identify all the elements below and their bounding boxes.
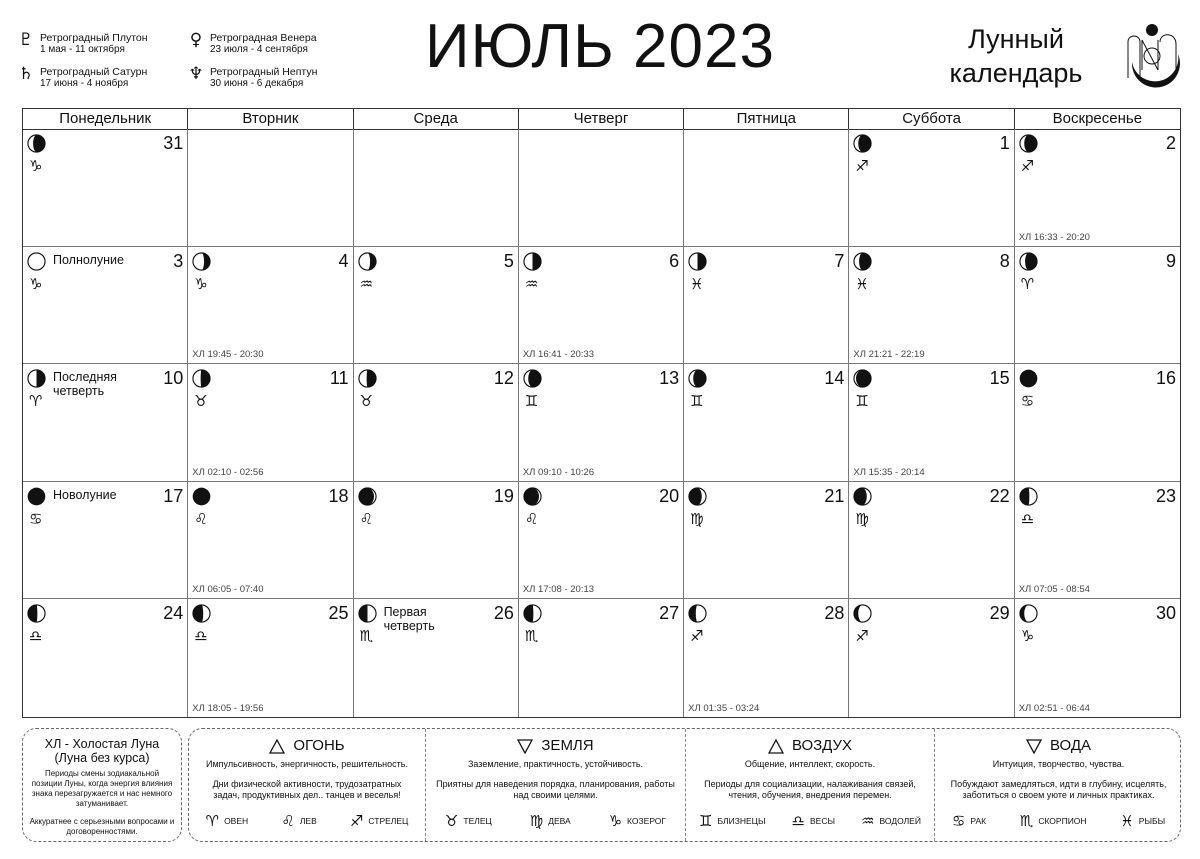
day-number: 22 (989, 485, 1010, 506)
moon-phase-icon (192, 369, 211, 388)
triangle-up-icon (269, 739, 285, 754)
day-number: 7 (834, 250, 845, 271)
moon-phase-icon (1019, 134, 1038, 153)
zodiac-sign-icon: ♎ (194, 627, 208, 646)
void-moon-period: ХЛ 02:51 - 06:44 (1018, 702, 1090, 714)
zodiac-sign-icon: ♈ (1020, 274, 1035, 293)
day-cell (1015, 364, 1180, 482)
element-name: ВОДА (1049, 737, 1091, 754)
element-signs (189, 813, 425, 829)
day-cell (188, 364, 353, 482)
zodiac-sign-icon: ♓ (1120, 812, 1134, 830)
weekday-header (22, 108, 1181, 130)
day-cell (23, 482, 188, 600)
zodiac-sign-icon: ♋ (951, 812, 966, 830)
day-number: 26 (493, 603, 514, 624)
moon-phase-label: Первая четверть (383, 605, 435, 634)
weekday-label: Пятница (684, 109, 849, 129)
day-cell (1015, 247, 1180, 365)
zodiac-sign-icon: ♌ (359, 509, 374, 528)
retrograde-dates: 23 июля - 4 сентября (210, 44, 308, 55)
moon-phase-icon (523, 604, 542, 623)
moon-phase-icon (27, 252, 46, 271)
empty-day-cell (684, 129, 849, 247)
day-cell (849, 482, 1014, 600)
day-number: 1 (999, 133, 1010, 153)
zodiac-sign-name: ЛЕВ (299, 816, 317, 826)
moon-phase-icon (853, 252, 872, 271)
zodiac-sign-name: РАК (970, 816, 987, 826)
moon-phase-label: Последняя четверть (53, 370, 117, 399)
zodiac-sign-icon: ♍ (690, 509, 704, 528)
moon-phase-icon (192, 487, 211, 506)
zodiac-sign-icon: ♍ (855, 509, 869, 528)
subtitle-line: Лунный (968, 24, 1064, 54)
zodiac-sign-icon: ♍ (529, 812, 544, 830)
element-description: Дни физической активности, трудозатратных задач, продуктивных дел.. танцев и веселья! (212, 779, 402, 800)
zodiac-sign-icon: ♈ (29, 392, 43, 411)
weekday-label: Воскресенье (1052, 110, 1143, 127)
zodiac-sign-icon: ♉ (444, 812, 459, 830)
day-cell (188, 247, 353, 365)
zodiac-sign (1020, 813, 1087, 829)
moon-phase-icon (853, 134, 872, 153)
zodiac-sign-icon: ♓ (855, 274, 869, 293)
day-number: 30 (1155, 603, 1176, 624)
element-header (935, 737, 1182, 755)
retrograde-dates: 30 июня - 6 декабря (210, 78, 304, 89)
footer-legend (22, 728, 1181, 845)
zodiac-sign (792, 813, 835, 829)
moon-phase-label: Полнолуние (53, 252, 124, 267)
element-description: Побуждают замедляться, идти в глубину, исцелять, заботиться о своем уюте и личных практиках. (950, 779, 1167, 800)
retrograde-neptune (188, 66, 317, 90)
moon-phase-icon (192, 252, 211, 271)
retrograde-dates: 17 июня - 4 ноября (40, 78, 129, 89)
moon-phase-icon (688, 369, 707, 388)
zodiac-sign-icon: ♐ (855, 157, 869, 175)
zodiac-sign-icon: ♈ (205, 812, 220, 830)
zodiac-sign-icon: ♑ (29, 274, 43, 293)
zodiac-sign-name: КОЗЕРОГ (627, 816, 667, 826)
zodiac-sign-name: РЫБЫ (1138, 816, 1166, 826)
day-number: 20 (659, 485, 680, 506)
calendar-grid (22, 108, 1181, 718)
moon-phase-icon (27, 604, 46, 623)
venus-icon: ♀ (189, 30, 203, 50)
retrograde-pluto (18, 32, 148, 56)
zodiac-sign (445, 813, 492, 829)
void-moon-legend (22, 728, 182, 842)
zodiac-sign-icon: ♓ (690, 274, 704, 293)
moon-phase-icon (1019, 604, 1038, 623)
day-cell (188, 482, 353, 600)
day-cell (1015, 599, 1180, 717)
moon-phase-icon (523, 252, 542, 271)
day-number: 21 (824, 485, 845, 506)
zodiac-sign-icon: ♐ (1020, 157, 1035, 175)
empty-day-cell (519, 129, 684, 247)
day-number: 27 (659, 603, 680, 624)
day-cell (354, 364, 519, 482)
day-cell (519, 599, 684, 717)
void-moon-period: ХЛ 15:35 - 20:14 (853, 466, 925, 478)
element-signs (935, 813, 1182, 829)
zodiac-sign-name: ВОДОЛЕЙ (879, 816, 921, 826)
day-cell (354, 482, 519, 600)
moon-phase-icon (688, 604, 707, 623)
zodiac-sign-icon: ♋ (29, 509, 43, 528)
day-cell (519, 247, 684, 365)
day-number: 11 (329, 368, 349, 389)
element-description: Периоды для социализации, налаживания связей, чтения, обучения, внедрения перемен. (704, 779, 916, 800)
pluto-icon: ♇ (18, 30, 34, 50)
zodiac-sign-name: ВЕСЫ (810, 816, 836, 826)
moon-phase-icon (1019, 369, 1038, 388)
zodiac-sign-icon: ♌ (524, 509, 539, 528)
legend-subtitle: (Луна без курса) (54, 751, 150, 765)
zodiac-sign-icon: ♑ (608, 812, 623, 830)
moon-phase-icon (358, 487, 377, 506)
element-name: ЗЕМЛЯ (541, 737, 594, 754)
void-moon-period: ХЛ 16:41 - 20:33 (522, 349, 595, 361)
element-keywords: Заземление, практичность, устойчивость. (467, 759, 644, 769)
zodiac-sign-icon: ♒ (524, 274, 539, 293)
element-keywords: Импульсивность, энергичность, решительность. (206, 759, 408, 769)
zodiac-sign-icon: ♌ (281, 812, 295, 830)
saturn-icon: ♄ (18, 64, 34, 84)
zodiac-sign-icon: ♎ (1020, 509, 1035, 528)
day-cell (519, 482, 684, 600)
zodiac-sign (281, 813, 316, 829)
zodiac-sign-name: СКОРПИОН (1038, 816, 1087, 826)
day-number: 5 (503, 250, 514, 271)
element-name: ВОЗДУХ (791, 737, 853, 754)
weekday-label: Суббота (849, 109, 1014, 129)
moon-phase-icon (1019, 252, 1038, 271)
zodiac-sign-icon: ♑ (194, 274, 208, 293)
moon-phase-icon (523, 487, 542, 506)
void-moon-period: ХЛ 06:05 - 07:40 (192, 584, 264, 596)
zodiac-sign-icon: ♒ (359, 274, 374, 293)
zodiac-sign (350, 813, 408, 829)
zodiac-sign (206, 813, 249, 829)
moon-phase-icon (358, 252, 377, 271)
day-number: 2 (1165, 133, 1176, 153)
neptune-icon: ♆ (188, 64, 204, 84)
day-number: 16 (1155, 368, 1176, 389)
moon-phase-icon (688, 487, 707, 506)
triangle-down-icon (517, 739, 533, 754)
void-moon-period: ХЛ 07:05 - 08:54 (1018, 584, 1090, 596)
moon-phase-icon (523, 369, 542, 388)
void-moon-period: ХЛ 01:35 - 03:24 (688, 702, 760, 714)
element-name: ОГОНЬ (293, 737, 345, 754)
day-cell (1015, 482, 1180, 600)
zodiac-sign-icon: ♋ (1020, 392, 1035, 411)
day-number: 15 (989, 368, 1010, 389)
void-moon-period: ХЛ 17:08 - 20:13 (522, 584, 595, 596)
day-number: 13 (659, 368, 680, 389)
zodiac-sign-icon: ♎ (791, 812, 805, 830)
zodiac-sign-icon: ♐ (690, 627, 704, 646)
moon-phase-icon (853, 369, 872, 388)
legend-title: ХЛ - Холостая Луна (44, 737, 160, 751)
day-cell (684, 247, 849, 365)
elements-panel (188, 728, 1181, 842)
retrograde-title: Ретроградный Плутон (40, 32, 148, 44)
retrograde-venus (188, 32, 317, 56)
zodiac-sign-name: БЛИЗНЕЦЫ (717, 816, 766, 826)
void-moon-period: ХЛ 18:05 - 19:56 (192, 702, 264, 714)
retrograde-title: Ретроградный Сатурн (40, 66, 148, 78)
zodiac-sign-icon: ♊ (690, 392, 704, 411)
zodiac-sign-name: ДЕВА (548, 816, 571, 826)
element-header (189, 737, 425, 755)
moon-logo-icon (1118, 20, 1182, 96)
weekday-label: Понедельник (23, 109, 188, 129)
zodiac-sign-icon: ♏ (359, 627, 374, 646)
zodiac-sign-icon: ♊ (524, 392, 539, 411)
element-keywords: Общение, интеллект, скорость. (744, 759, 876, 769)
element-signs (686, 813, 934, 829)
element-signs (426, 813, 685, 829)
days-grid (22, 129, 1181, 718)
legend-note: Аккуратнее с серьезными вопросами и договоренностями. (29, 817, 175, 836)
zodiac-sign-icon: ♐ (855, 627, 869, 646)
day-cell (684, 364, 849, 482)
triangle-down-icon (1026, 739, 1042, 754)
day-cell (849, 129, 1014, 247)
weekday-label: Вторник (188, 109, 353, 129)
day-number: 29 (989, 603, 1010, 624)
element-section (189, 729, 426, 841)
day-cell (354, 247, 519, 365)
moon-phase-icon (27, 369, 46, 388)
zodiac-sign-icon: ♌ (194, 509, 208, 528)
zodiac-sign-icon: ♐ (349, 812, 364, 830)
day-number: 4 (338, 250, 349, 271)
element-section (426, 729, 686, 841)
day-cell (519, 364, 684, 482)
element-section (935, 729, 1182, 841)
day-number: 8 (999, 250, 1010, 271)
moon-phase-label: Новолуние (53, 487, 117, 502)
moon-phase-icon (27, 487, 46, 506)
day-cell (849, 599, 1014, 717)
empty-day-cell (354, 129, 519, 247)
legend-description: Периоды смены зодиакальной позиции Луны, когда энергия влияния знака перезагружается и нас немного затуманивает. (31, 769, 173, 808)
zodiac-sign-icon: ♑ (1020, 627, 1035, 646)
zodiac-sign (952, 813, 986, 829)
day-cell (684, 482, 849, 600)
void-moon-period: ХЛ 21:21 - 22:19 (853, 349, 925, 361)
day-number: 12 (493, 368, 514, 389)
moon-phase-icon (853, 604, 872, 623)
void-moon-period: ХЛ 19:45 - 20:30 (192, 349, 264, 361)
element-description: Приятны для наведения порядка, планирования, работы над своими целями. (436, 779, 675, 800)
day-number: 24 (163, 603, 184, 624)
day-cell (23, 247, 188, 365)
day-cell (188, 599, 353, 717)
zodiac-sign-name: ОВЕН (224, 816, 249, 826)
zodiac-sign (530, 813, 571, 829)
element-header (686, 737, 934, 755)
day-cell (849, 364, 1014, 482)
day-cell (23, 599, 188, 717)
zodiac-sign-icon: ♑ (29, 157, 43, 175)
weekday-label: Среда (354, 109, 519, 129)
zodiac-sign (699, 813, 765, 829)
moon-phase-icon (358, 369, 377, 388)
zodiac-sign-icon: ♒ (861, 812, 875, 830)
zodiac-sign-icon: ♉ (194, 392, 208, 411)
day-number: 17 (163, 485, 184, 506)
moon-phase-icon (27, 134, 46, 153)
day-cell (23, 364, 188, 482)
zodiac-sign (861, 813, 921, 829)
moon-phase-icon (1019, 487, 1038, 506)
day-cell (1015, 129, 1180, 247)
zodiac-sign-icon: ♉ (359, 392, 374, 411)
element-keywords: Интуиция, творчество, чувства. (992, 759, 1125, 769)
moon-phase-icon (688, 252, 707, 271)
day-number: 3 (173, 250, 184, 271)
retrograde-saturn (18, 66, 147, 90)
day-cell (23, 129, 188, 247)
zodiac-sign-name: ТЕЛЕЦ (463, 816, 492, 826)
retrograde-dates: 1 мая - 11 октября (40, 44, 125, 55)
zodiac-sign (609, 813, 666, 829)
zodiac-sign-name: СТРЕЛЕЦ (368, 816, 409, 826)
day-cell (684, 599, 849, 717)
zodiac-sign-icon: ♊ (699, 812, 713, 830)
triangle-up-icon (768, 739, 784, 754)
zodiac-sign-icon: ♏ (1019, 812, 1034, 830)
retrograde-title: Ретроградный Нептун (210, 66, 318, 78)
day-number: 28 (824, 603, 845, 624)
void-moon-period: ХЛ 02:10 - 02:56 (192, 466, 264, 478)
page-title: ИЮЛЬ 2023 (425, 12, 775, 81)
day-cell (354, 599, 519, 717)
subtitle-line: календарь (949, 58, 1083, 88)
day-number: 19 (493, 485, 514, 506)
zodiac-sign-icon: ♏ (524, 627, 539, 646)
day-number: 10 (163, 368, 184, 389)
zodiac-sign-icon: ♊ (855, 392, 869, 411)
moon-phase-icon (853, 487, 872, 506)
day-number: 9 (1165, 250, 1176, 271)
zodiac-sign-icon: ♎ (29, 627, 43, 646)
calendar-subtitle (930, 22, 1102, 90)
retrograde-title: Ретроградная Венера (210, 32, 317, 44)
moon-phase-icon (192, 604, 211, 623)
day-number: 18 (328, 485, 349, 506)
day-cell (849, 247, 1014, 365)
moon-phase-icon (358, 604, 377, 623)
element-header (426, 737, 685, 755)
day-number: 31 (163, 133, 184, 153)
zodiac-sign (1120, 813, 1165, 829)
day-number: 6 (669, 250, 680, 271)
element-section (686, 729, 935, 841)
empty-day-cell (188, 129, 353, 247)
day-number: 14 (824, 368, 845, 389)
day-number: 23 (1155, 485, 1176, 506)
void-moon-period: ХЛ 16:33 - 20:20 (1018, 231, 1090, 243)
weekday-label: Четверг (519, 109, 684, 129)
void-moon-period: ХЛ 09:10 - 10:26 (522, 466, 595, 478)
day-number: 25 (328, 603, 349, 624)
